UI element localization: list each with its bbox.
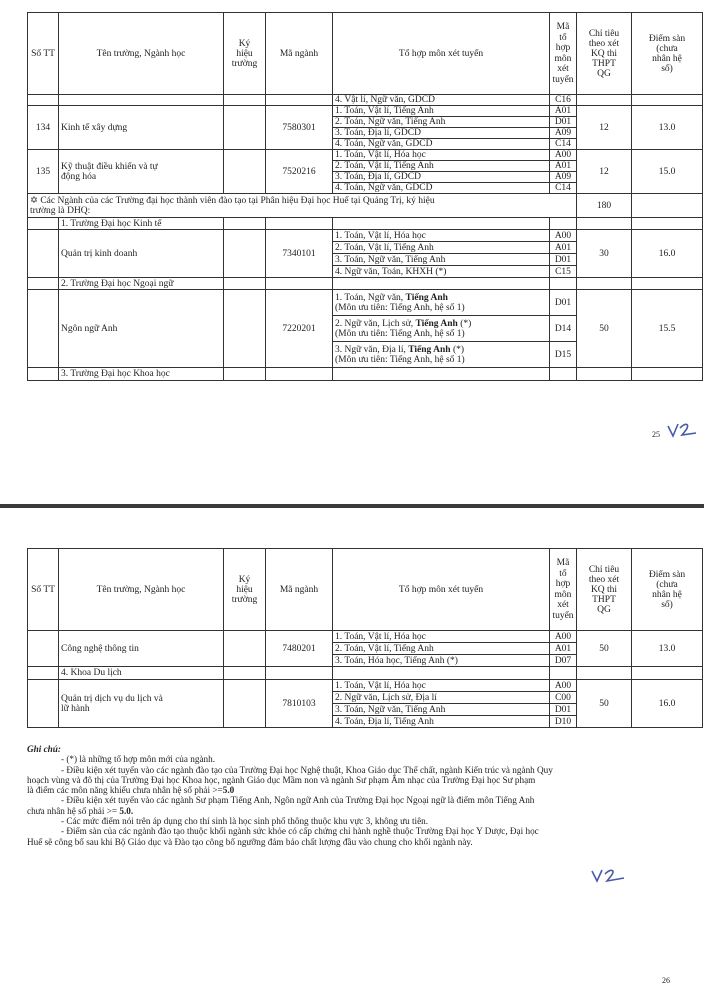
combo-code-cell: A00 [550, 631, 577, 643]
col-header-quota: Chỉ tiêu theo xét KQ thi THPT QG [577, 13, 632, 95]
quota-cell: 50 [577, 631, 632, 667]
combo-cell: 3. Toán, Địa lí, GDCD [333, 172, 550, 183]
combo-code-cell: A09 [550, 128, 577, 139]
min-score-cell: 15.0 [632, 150, 703, 194]
subsection-heading: 1. Trường Đại học Kinh tế [59, 218, 224, 230]
col-header-min-score: Điểm sàn (chưa nhân hệ số) [632, 13, 703, 95]
combo-cell: 3. Toán, Ngữ văn, Tiếng Anh [333, 704, 550, 716]
combo-cell: 2. Ngữ văn, Lịch sử, Địa lí [333, 692, 550, 704]
subsection-heading: 4. Khoa Du lịch [59, 667, 224, 680]
combo-code-cell: A01 [550, 643, 577, 655]
major-code-cell: 7810103 [266, 680, 333, 728]
min-score-cell: 15.5 [632, 290, 703, 368]
note-line: - Điều kiện xét tuyển vào các ngành Sư phạm Tiếng Anh, Ngôn ngữ Anh của Trường Đại học Ngoại ngữ là điểm môn Tiếng Anh [61, 795, 535, 806]
combo-code-cell: A01 [550, 242, 577, 254]
initials-signature [590, 866, 630, 886]
quota-cell: 12 [577, 150, 632, 194]
combo-cell: 3. Ngữ văn, Địa lí, Tiếng Anh (*) (Môn ưu tiên: Tiếng Anh, hệ số 1) [333, 342, 550, 368]
table-row [28, 150, 703, 161]
note-line: hoạch vùng và đô thị của Trường Đại học Khoa học, ngành Giáo dục Mầm non và ngành Sư phạm Âm nhạc của Trường Đại học Sư phạm [27, 774, 536, 785]
combo-code-cell: C15 [550, 266, 577, 278]
combo-cell: 2. Toán, Vật lí, Tiếng Anh [333, 643, 550, 655]
col-header-school-code: Ký hiệu trường [224, 549, 266, 631]
table-header-row [28, 13, 703, 95]
combo-code-cell: C14 [550, 139, 577, 150]
combo-code-cell: A01 [550, 161, 577, 172]
page-number: 26 [662, 976, 670, 985]
combo-code-cell: C14 [550, 183, 577, 194]
col-header-quota: Chỉ tiêu theo xét KQ thi THPT QG [577, 549, 632, 631]
col-header-stt: Số TT [28, 549, 59, 631]
quota-cell: 50 [577, 680, 632, 728]
note-line: chưa nhân hệ số phải >= 5.0. [27, 805, 134, 816]
combo-cell: 4. Toán, Ngữ văn, GDCD [333, 139, 550, 150]
combo-code-cell: A09 [550, 172, 577, 183]
stt-cell: 135 [28, 150, 59, 194]
combo-code-cell: D07 [550, 655, 577, 667]
section-heading: ✡ Các Ngành của các Trường đại học thành viên đào tạo tại Phân hiệu Đại học Huế tại Quảng Trị, ký hiệu trường là DHQ: [28, 194, 577, 218]
combo-cell: 4. Toán, Ngữ văn, GDCD [333, 183, 550, 194]
subsection-heading: 3. Trường Đại học Khoa học [59, 368, 224, 381]
combo-code-cell: A01 [550, 106, 577, 117]
combo-cell: 1. Toán, Ngữ văn, Tiếng Anh (Môn ưu tiên: Tiếng Anh, hệ số 1) [333, 290, 550, 316]
table-row [28, 230, 703, 242]
quota-cell: 50 [577, 290, 632, 368]
note-line: - Điểm sàn của các ngành đào tạo thuộc khối ngành sức khỏe có cấp chứng chỉ hành nghề thuộc Trường Đại học Y Dược, Đại học [61, 826, 539, 837]
major-name-cell: Kỹ thuật điều khiển và tự động hóa [59, 150, 224, 194]
note-line: Huế sẽ công bố sau khi Bộ Giáo dục và Đào tạo công bố ngưỡng đảm bảo chất lượng đầu vào chung cho khối ngành này. [27, 836, 473, 847]
subsection-heading: 2. Trường Đại học Ngoại ngữ [59, 278, 224, 290]
col-header-combo-code: Mã tổ hợp môn xét tuyển [550, 13, 577, 95]
note-line: là điểm các môn năng khiếu chưa nhân hệ số phải >=5.0 [27, 785, 235, 796]
col-header-combo: Tổ hợp môn xét tuyển [333, 549, 550, 631]
subsection-row [28, 368, 703, 381]
combo-cell: 1. Toán, Vật lí, Hóa học [333, 150, 550, 161]
major-name-cell: Công nghệ thông tin [59, 631, 224, 667]
subsection-row [28, 218, 703, 230]
col-header-name: Tên trường, Ngành học [59, 549, 224, 631]
combo-cell: 1. Toán, Vật lí, Hóa học [333, 680, 550, 692]
combo-cell: 2. Ngữ văn, Lịch sử, Tiếng Anh (*) (Môn ưu tiên: Tiếng Anh, hệ số 1) [333, 316, 550, 342]
major-name-cell: Quản trị dịch vụ du lịch và lữ hành [59, 680, 224, 728]
subsection-row [28, 667, 703, 680]
combo-code-cell: D01 [550, 117, 577, 128]
combo-cell: 1. Toán, Vật lí, Hóa học [333, 230, 550, 242]
table-row [28, 95, 703, 106]
min-score-cell: 16.0 [632, 680, 703, 728]
initials-signature [666, 420, 702, 440]
major-code-cell: 7480201 [266, 631, 333, 667]
stt-cell: 134 [28, 106, 59, 150]
note-line: - (*) là những tổ hợp môn mới của ngành. [61, 754, 216, 765]
col-header-name: Tên trường, Ngành học [59, 13, 224, 95]
note-line: - Các mức điểm nói trên áp dụng cho thí sinh là học sinh phổ thông thuộc khu vực 3, không ưu tiên. [61, 816, 429, 827]
table-row [28, 290, 703, 316]
combo-cell: 2. Toán, Vật lí, Tiếng Anh [333, 161, 550, 172]
col-header-major-code: Mã ngành [266, 13, 333, 95]
combo-cell: 4. Toán, Địa lí, Tiếng Anh [333, 716, 550, 728]
major-code-cell: 7520216 [266, 150, 333, 194]
section-row [28, 194, 703, 218]
combo-cell: 3. Toán, Ngữ văn, Tiếng Anh [333, 254, 550, 266]
admission-table-page-25 [27, 12, 703, 381]
combo-code-cell: C00 [550, 692, 577, 704]
combo-cell: 2. Toán, Vật lí, Tiếng Anh [333, 242, 550, 254]
section-total-quota: 180 [577, 194, 632, 218]
combo-code-cell: D14 [550, 316, 577, 342]
combo-code-cell: A00 [550, 230, 577, 242]
notes-title: Ghi chú: [27, 744, 61, 754]
major-code-cell: 7220201 [266, 290, 333, 368]
combo-code-cell: D01 [550, 290, 577, 316]
combo-cell: 4. Vật lí, Ngữ văn, GDCD [333, 95, 550, 106]
major-code-cell: 7580301 [266, 106, 333, 150]
major-name-cell: Kinh tế xây dựng [59, 106, 224, 150]
combo-cell: 1. Toán, Vật lí, Tiếng Anh [333, 106, 550, 117]
table-row [28, 680, 703, 692]
admission-table-page-26 [27, 548, 703, 728]
col-header-min-score: Điểm sàn (chưa nhân hệ số) [632, 549, 703, 631]
page-26 [0, 508, 704, 994]
combo-cell: 4. Ngữ văn, Toán, KHXH (*) [333, 266, 550, 278]
col-header-stt: Số TT [28, 13, 59, 95]
min-score-cell: 13.0 [632, 106, 703, 150]
combo-code-cell: C16 [550, 95, 577, 106]
page-gap [0, 446, 704, 508]
combo-code-cell: D01 [550, 704, 577, 716]
combo-cell: 2. Toán, Ngữ văn, Tiếng Anh [333, 117, 550, 128]
combo-code-cell: D15 [550, 342, 577, 368]
col-header-combo-code: Mã tổ hợp môn xét tuyển [550, 549, 577, 631]
combo-cell: 3. Toán, Hóa học, Tiếng Anh (*) [333, 655, 550, 667]
col-header-major-code: Mã ngành [266, 549, 333, 631]
combo-code-cell: A00 [550, 680, 577, 692]
table-header-row [28, 549, 703, 631]
col-header-combo: Tổ hợp môn xét tuyển [333, 13, 550, 95]
table-row [28, 631, 703, 643]
combo-cell: 3. Toán, Địa lí, GDCD [333, 128, 550, 139]
major-name-cell: Quản trị kinh doanh [59, 230, 224, 278]
quota-cell: 30 [577, 230, 632, 278]
col-header-school-code: Ký hiệu trường [224, 13, 266, 95]
combo-code-cell: D01 [550, 254, 577, 266]
combo-code-cell: D10 [550, 716, 577, 728]
combo-code-cell: A00 [550, 150, 577, 161]
subsection-row [28, 278, 703, 290]
note-line: - Điều kiện xét tuyển vào các ngành đào tạo của Trường Đại học Nghệ thuật, Khoa Giáo dục Thể chất, ngành Kiến trúc và ngành Quy [61, 764, 553, 775]
min-score-cell: 16.0 [632, 230, 703, 278]
major-name-cell: Ngôn ngữ Anh [59, 290, 224, 368]
page-25 [0, 0, 704, 446]
notes-block [27, 744, 677, 847]
page-number: 25 [652, 430, 660, 439]
min-score-cell: 13.0 [632, 631, 703, 667]
major-code-cell: 7340101 [266, 230, 333, 278]
combo-cell: 1. Toán, Vật lí, Hóa học [333, 631, 550, 643]
quota-cell: 12 [577, 106, 632, 150]
table-row [28, 106, 703, 117]
